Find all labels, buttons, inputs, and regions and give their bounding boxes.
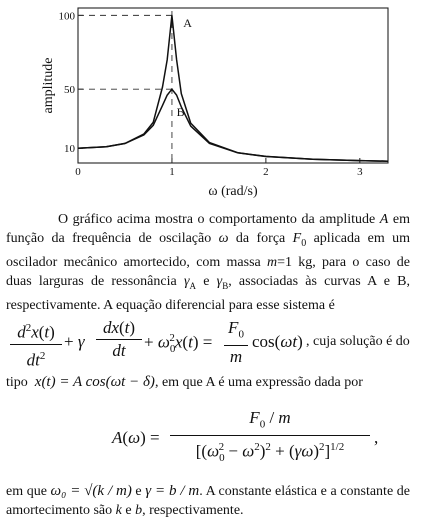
frac-amplitude: $F_0$ / m $[(\omega_0^2 - \omega^2)^2 + (\gamma\omega)^2]^{1/2}$: [170, 408, 370, 468]
var-omega: ω: [218, 231, 229, 246]
var-gammaA-sub: A: [189, 280, 196, 291]
chart-axes: [78, 8, 388, 163]
var-k: k: [115, 503, 122, 518]
text-segment: tipo: [6, 375, 28, 390]
x-tick-label: 3: [357, 166, 363, 178]
var-gammaB: γ: [216, 273, 223, 289]
var-b: b: [135, 503, 143, 518]
eq-tail: , cuja solução é do: [306, 334, 410, 349]
comma: ,: [374, 428, 379, 447]
y-axis-label: amplitude: [41, 57, 56, 114]
y-tick-label: 10: [64, 143, 75, 156]
var-F0-sub: 0: [301, 237, 307, 249]
x-tick-label: 0: [75, 166, 81, 178]
text-segment: =1 kg, para o caso de duas larguras de ressonância: [6, 254, 410, 289]
x-tick-label: 2: [263, 166, 269, 178]
cos-term: cos(ωt): [252, 332, 303, 351]
amplitude-formula: [112, 408, 412, 468]
chart-labels: [41, 10, 363, 199]
y-tick-label: 100: [58, 10, 75, 23]
frac-dx: dx(t) dt: [96, 318, 142, 361]
curve-A: [78, 15, 388, 161]
text-segment: O gráfico acima mostra o comportamento da amplitude: [58, 212, 380, 227]
differential-equation: [10, 318, 430, 370]
var-gammaA: γ: [183, 273, 190, 289]
text-segment: , respectivamente.: [142, 503, 244, 518]
A-omega: A(ω) =: [112, 428, 160, 447]
x-tick-label: 1: [169, 166, 175, 178]
chart-curves: [78, 15, 388, 161]
gamma-def: γ = b / m: [145, 483, 200, 499]
plot-frame: [78, 8, 388, 163]
var-gammaB-sub: B: [222, 280, 229, 291]
text-segment: , associadas às curvas A e B, respectivamente. A equação diferencial para esse sistema é: [6, 273, 410, 313]
curve-label-A: A: [183, 16, 192, 31]
omega0-def: ω₀ = √(k / m): [50, 483, 132, 499]
resonance-chart: [0, 0, 431, 200]
omega-term: + $\omega_0^2x(t)$ =: [144, 332, 213, 356]
text-segment: em função da frequência de oscilação: [6, 212, 411, 246]
constants-paragraph: [6, 482, 410, 520]
frac-d2x: $d^2x(t)$ $dt^2$: [10, 318, 62, 370]
solution-line: [6, 374, 426, 391]
solution-expr: x(t) = A cos(ωt − δ): [34, 374, 155, 390]
text-segment: e: [131, 484, 146, 499]
text-segment: e: [121, 503, 136, 518]
var-F0: F: [292, 231, 302, 246]
text-segment: aplicada em um oscilador mecânico amortecido, com massa: [6, 231, 410, 270]
y-tick-label: 50: [64, 84, 75, 97]
text-segment: e: [195, 273, 217, 289]
description-paragraph: [6, 210, 410, 315]
plus-gamma: + γ: [64, 332, 85, 351]
x-axis-label: ω (rad/s): [208, 184, 258, 199]
text-segment: , em que A é uma expressão dada por: [154, 375, 363, 390]
curve-label-B: B: [176, 104, 185, 119]
var-m: m: [267, 254, 278, 270]
text-segment: em que: [6, 484, 51, 499]
text-segment: . A constante elástica e a constante de amortecimento são: [6, 484, 410, 518]
frac-F0m: $F_0$ m: [224, 318, 248, 367]
text-segment: da força: [228, 231, 293, 246]
var-A: A: [379, 212, 389, 227]
